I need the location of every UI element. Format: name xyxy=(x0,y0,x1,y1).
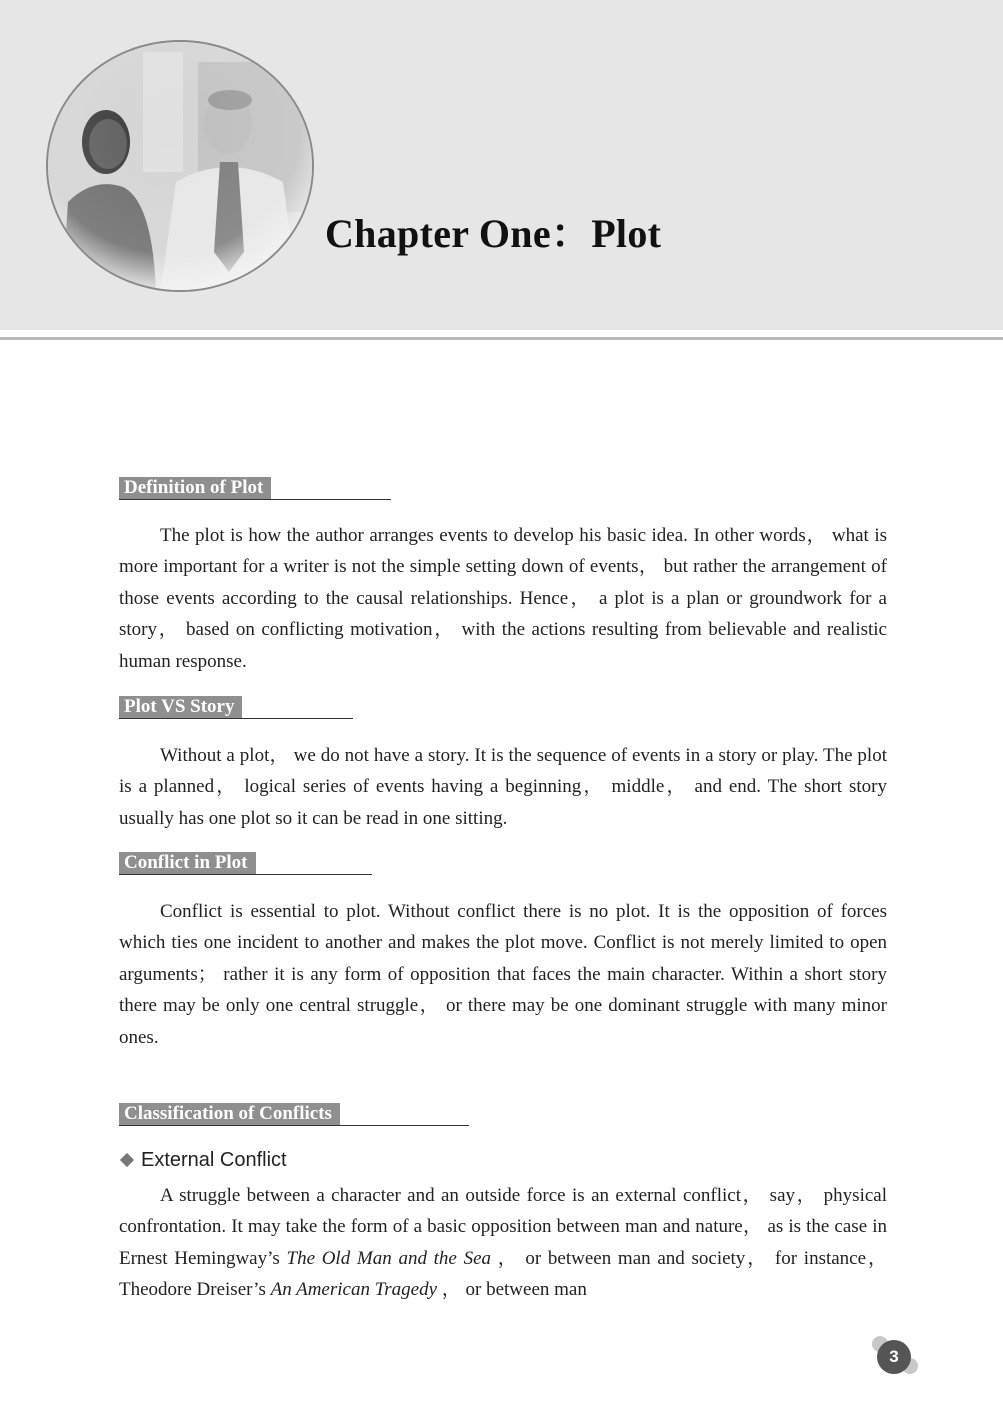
section-label: Definition of Plot xyxy=(119,477,271,499)
section-label: Classification of Conflicts xyxy=(119,1103,340,1125)
section-heading-conflict xyxy=(119,852,372,875)
chapter-title: Chapter One：Plot xyxy=(325,211,662,256)
paragraph-external-conflict xyxy=(119,1180,887,1306)
paragraph-text: The plot is how the author arranges events to develop his basic idea. In other words， what is more important for a writer is not the simple setting down of events， but rather the arrangement of those events according to the causal relationships. Hence， a plot is a plan or groundwork for a story， based on conflicting motivation， with the actions resulting from believable and realistic human response. xyxy=(119,525,887,672)
chapter-photo xyxy=(46,40,314,292)
subheading-text: External Conflict xyxy=(141,1149,287,1171)
paragraph-conflict xyxy=(119,896,887,1053)
book-title-american-tragedy: An American Tragedy xyxy=(270,1279,438,1301)
paragraph-text: Conflict is essential to plot. Without conflict there is no plot. It is the opposition of forces which ties one incident to another and makes the plot move. Conflict is not merely limited to open arguments； rather it is any form of opposition that faces the main character. Within a short story there may be only one central struggle， or there may be one dominant struggle with many minor ones. xyxy=(119,901,887,1048)
paragraph-text-part3: ， or between man xyxy=(437,1279,587,1301)
page-number-badge xyxy=(872,1336,918,1376)
section-label: Plot VS Story xyxy=(119,696,242,718)
page-number: 3 xyxy=(877,1340,911,1374)
section-heading-definition xyxy=(119,477,391,500)
paragraph-text-part1: A struggle between a character and an outside force is an external conflict， say， physical confrontation. It may take the form of a basic opposition between man and nature， as is the case in Ernest Hemingway’s xyxy=(119,1185,887,1269)
subheading-external-conflict xyxy=(119,1149,287,1172)
book-title-old-man-and-the-sea: The Old Man and the Sea xyxy=(286,1247,492,1269)
header-divider xyxy=(0,337,1003,340)
section-heading-classification xyxy=(119,1103,469,1126)
paragraph-text: Without a plot， we do not have a story. It is the sequence of events in a story or play. The plot is a planned， logical series of events having a beginning， middle， and end. The short story usually has one plot so it can be read in one sitting. xyxy=(119,745,887,829)
diamond-bullet-icon xyxy=(120,1153,134,1167)
section-label: Conflict in Plot xyxy=(119,852,256,874)
section-heading-plot-vs-story xyxy=(119,696,353,719)
paragraph-definition xyxy=(119,520,887,677)
paragraph-text-part2: ， or between man and society， for instance， Theodore Dreiser’s xyxy=(119,1247,887,1301)
paragraph-plot-vs-story xyxy=(119,740,887,834)
